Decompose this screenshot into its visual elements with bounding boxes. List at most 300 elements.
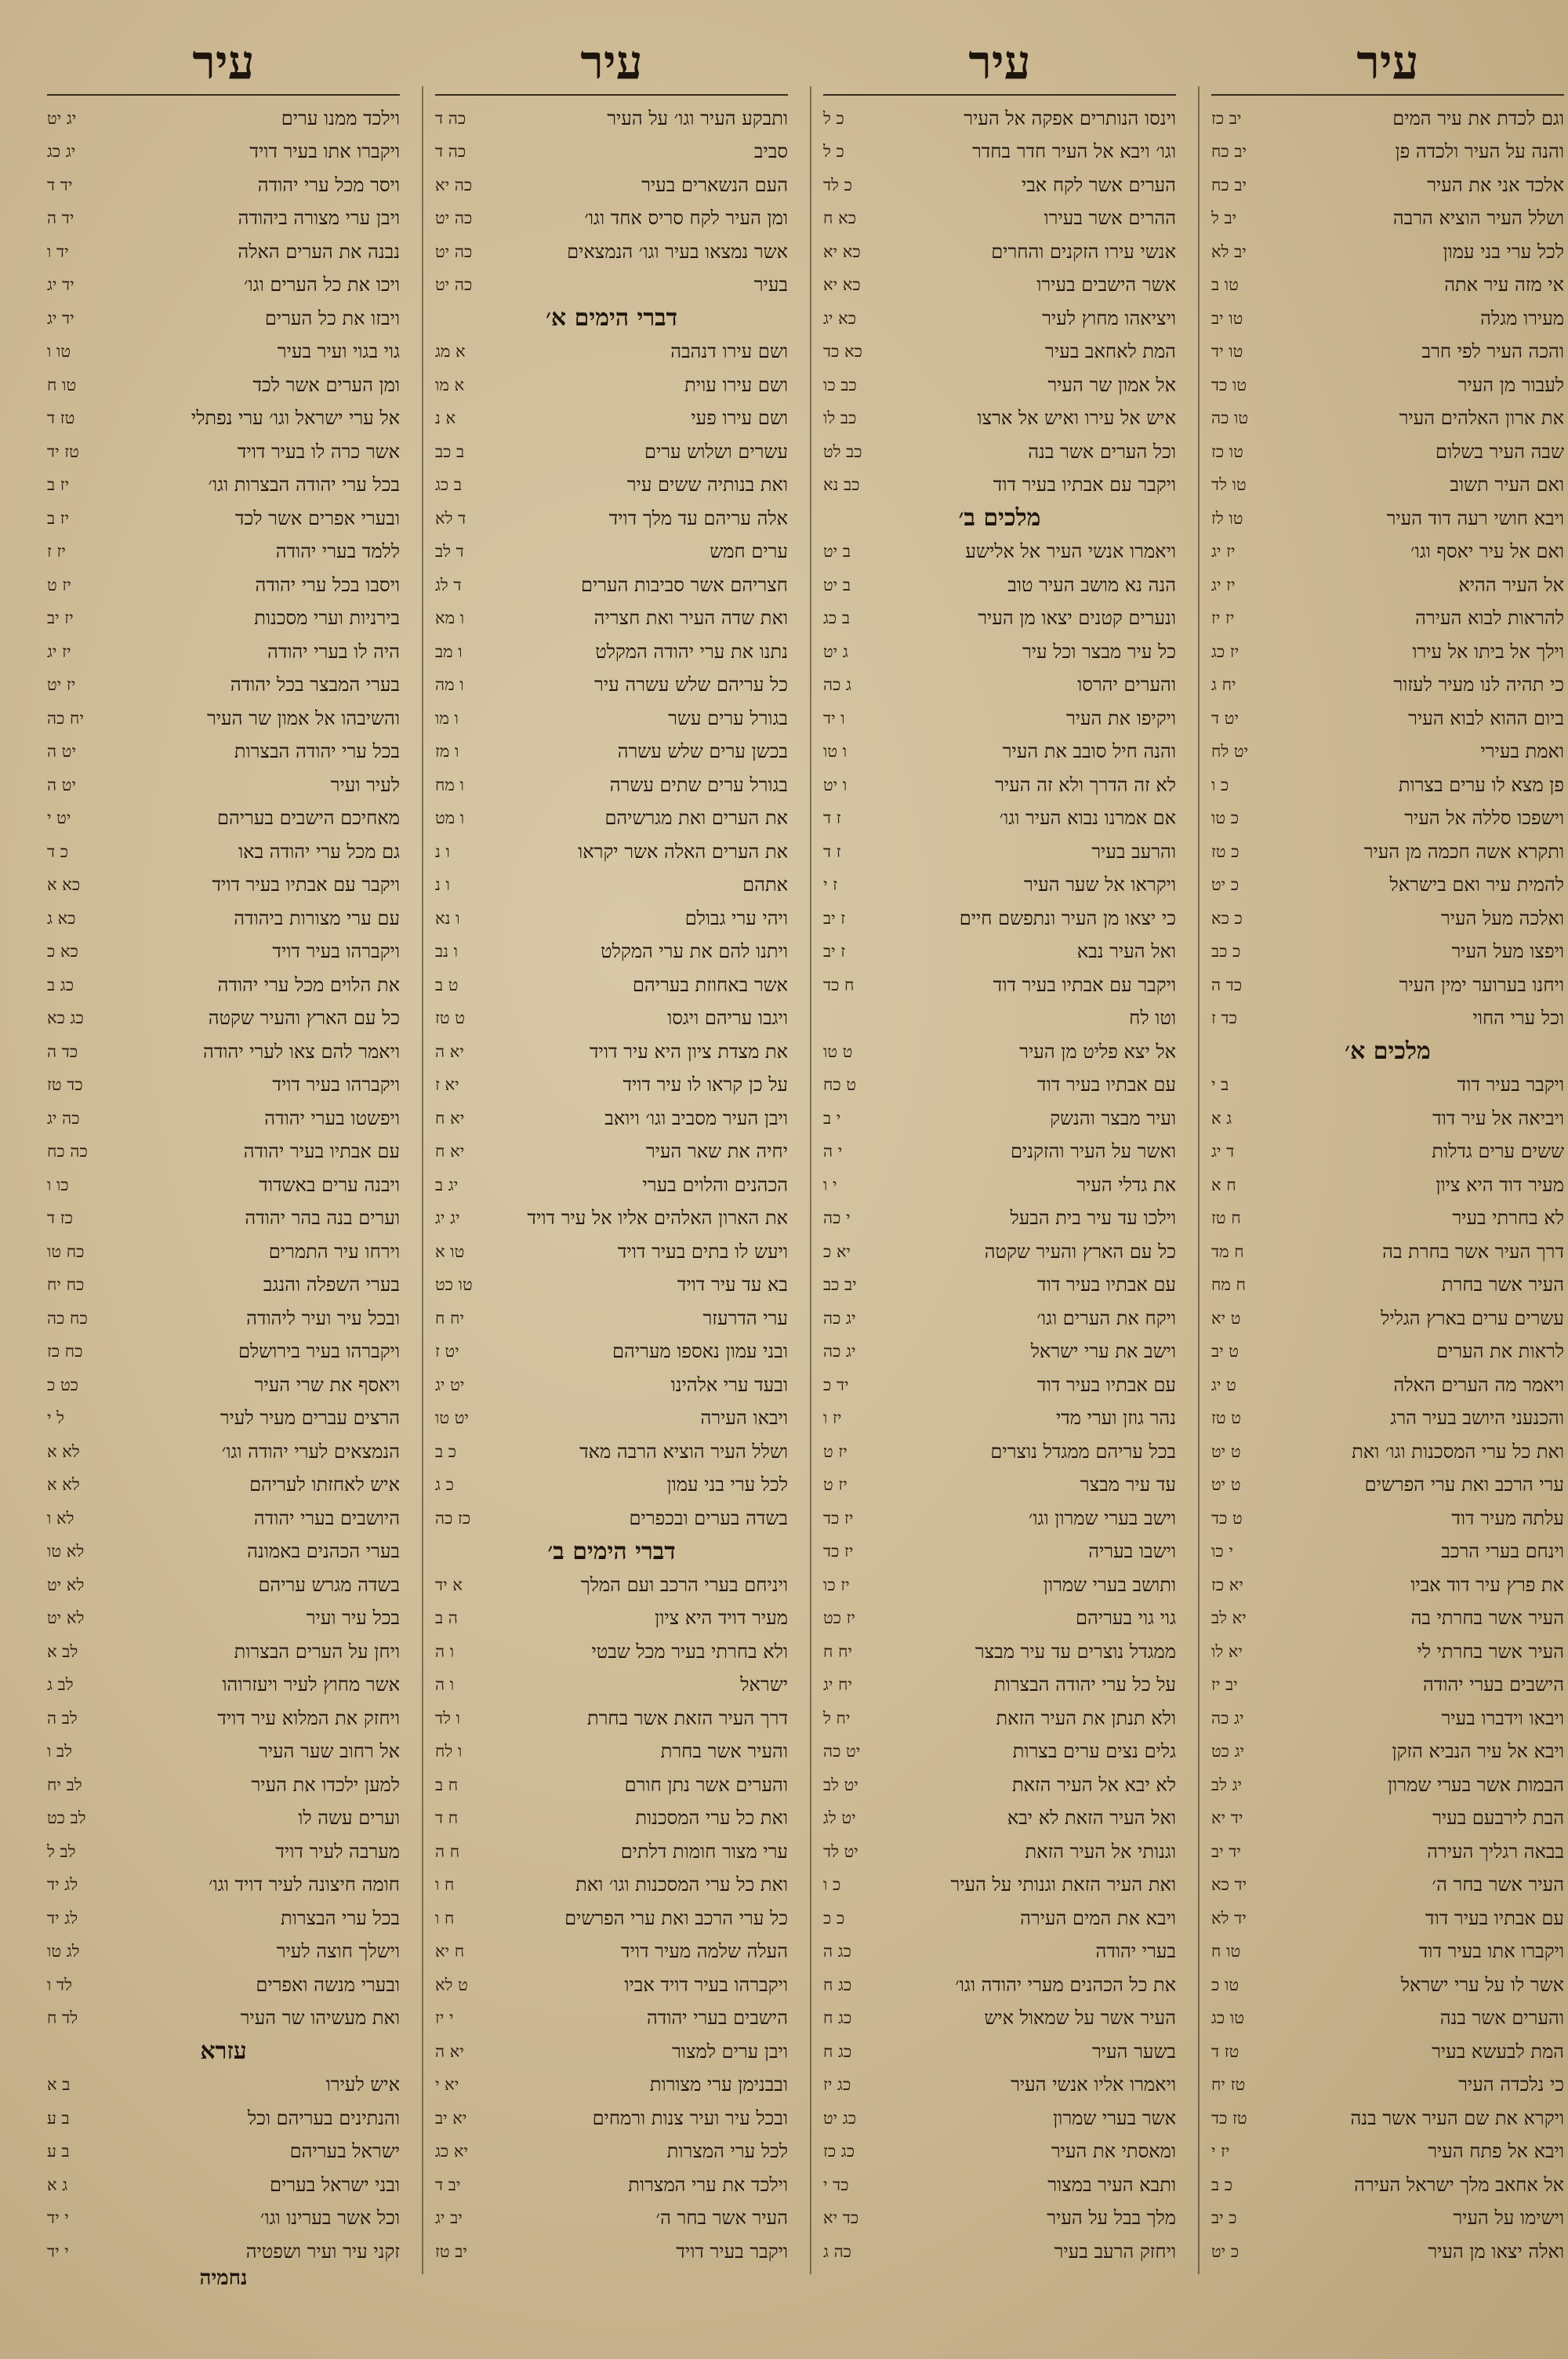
- verse-reference: ג כה: [823, 675, 851, 695]
- concordance-entry: [435, 2202, 788, 2236]
- concordance-entry: [435, 169, 788, 202]
- verse-reference: ח מח: [1211, 1275, 1246, 1295]
- verse-reference: ח א: [1211, 1175, 1236, 1194]
- book-heading: דברי הימים א׳: [545, 304, 678, 332]
- verse-reference: ב כג: [823, 609, 850, 628]
- entry-list: [435, 96, 788, 2269]
- verse-reference: כג יט: [823, 2108, 857, 2128]
- column-heading: עיר: [47, 31, 400, 96]
- entry-text: ושם עירו דנהבה: [670, 340, 788, 363]
- entry-text: הישבים בערי יהודה: [1423, 1674, 1564, 1696]
- verse-reference: יא כג: [435, 2142, 468, 2161]
- concordance-entry: [435, 1768, 788, 1802]
- entry-text: אל ערי ישראל וגו׳ ערי נפתלי: [191, 407, 400, 430]
- entry-text: להראות לבוא העירה: [1415, 607, 1564, 630]
- entry-text: את מצדת ציון היא עיר דויד: [590, 1040, 788, 1063]
- concordance-entry: [1211, 1802, 1564, 1836]
- verse-reference: יז ז: [47, 542, 66, 562]
- concordance-entry: [435, 2168, 788, 2202]
- entry-text: עשרים ערים בארץ הגליל: [1381, 1307, 1564, 1329]
- concordance-entry: [1211, 969, 1564, 1002]
- verse-reference: כ ו: [1211, 775, 1229, 794]
- concordance-entry: [1211, 1169, 1564, 1202]
- concordance-entry: [823, 1502, 1176, 1536]
- concordance-entry: [823, 1435, 1176, 1469]
- entry-text: ויבן ערי מצורה ביהודה: [238, 207, 400, 230]
- verse-reference: ו נב: [435, 942, 458, 961]
- entry-text: בכל עריהם ממגדל נוצרים: [990, 1440, 1176, 1463]
- concordance-entry: [823, 169, 1176, 202]
- concordance-entry: [47, 1002, 400, 1036]
- entry-text: ההרים אשר בעירו: [1044, 207, 1176, 230]
- verse-reference: כד טז: [47, 1075, 83, 1095]
- entry-text: חצריהם אשר סביבות הערים: [580, 573, 788, 596]
- column-heading: עיר: [435, 31, 788, 96]
- verse-reference: כח יח: [47, 1275, 85, 1295]
- verse-reference: יא כ: [823, 1241, 851, 1261]
- entry-text: עם ערי מצורות ביהודה: [234, 907, 400, 929]
- concordance-entry: [47, 1035, 400, 1069]
- verse-reference: יב כז: [1211, 108, 1242, 128]
- concordance-entry: [435, 702, 788, 736]
- entry-text: וכל אשר בערינו וגו׳: [260, 2207, 400, 2230]
- verse-reference: כ לד: [823, 175, 852, 194]
- entry-text: את הערים האלה אשר יקראו: [578, 840, 788, 863]
- concordance-entry: [823, 1736, 1176, 1769]
- verse-reference: טז ד: [47, 409, 75, 428]
- verse-reference: כא כ: [47, 942, 78, 961]
- verse-reference: טו יד: [1211, 342, 1243, 362]
- concordance-entry: [823, 1669, 1176, 1703]
- verse-reference: יט לב: [823, 1775, 858, 1794]
- concordance-entry: [47, 1902, 400, 1936]
- concordance-entry: [435, 969, 788, 1002]
- concordance-entry: [47, 102, 400, 136]
- entry-text: עם אבתיו בעיר יהודה: [243, 1140, 400, 1163]
- entry-text: כל עם הארץ והעיר שקטה: [984, 1240, 1176, 1263]
- concordance-entry: [823, 1602, 1176, 1636]
- verse-reference: טו כז: [1211, 442, 1243, 461]
- verse-reference: כד ה: [47, 1041, 78, 1061]
- verse-reference: ז יב: [823, 908, 846, 928]
- concordance-entry: [823, 835, 1176, 869]
- entry-text: ויסר מכל ערי יהודה: [257, 173, 400, 196]
- entry-text: בערי המבצר בכל יהודה: [230, 674, 400, 696]
- entry-text: ובני עמון נאספו מעריהם: [612, 1340, 788, 1363]
- verse-reference: ב ע: [47, 2142, 70, 2161]
- concordance-entry: [47, 1435, 400, 1469]
- concordance-entry: [823, 136, 1176, 169]
- entry-text: וישב את ערי ישראל: [1030, 1340, 1176, 1363]
- concordance-entry: [823, 902, 1176, 936]
- concordance-entry: [435, 1035, 788, 1069]
- verse-reference: יא יב: [435, 2108, 467, 2128]
- entry-text: בשדה מגרש עריהם: [258, 1573, 400, 1596]
- verse-reference: ט טז: [435, 1009, 465, 1028]
- concordance-entry: [823, 1536, 1176, 1569]
- entry-text: ערי מצור חומות דלתים: [620, 1840, 788, 1863]
- entry-text: וגנותי אל העיר הזאת: [1025, 1840, 1176, 1863]
- entry-text: בירניות וערי מסכנות: [254, 607, 400, 630]
- concordance-entry: [435, 336, 788, 369]
- entry-text: הכהנים והלוים בערי: [642, 1173, 788, 1196]
- entry-text: אל העיר ההיא: [1458, 573, 1564, 596]
- column-1: [1211, 31, 1564, 2353]
- concordance-entry: [47, 1102, 400, 1136]
- verse-reference: ח ה: [435, 1841, 460, 1861]
- concordance-entry: [47, 869, 400, 903]
- verse-reference: כה כח: [47, 1142, 88, 1161]
- concordance-entry: [435, 1869, 788, 1903]
- entry-text: את ארון האלהים העיר: [1399, 407, 1564, 430]
- concordance-entry: [823, 602, 1176, 636]
- entry-text: ויפצו מעל העיר: [1451, 940, 1564, 963]
- entry-text: ומאסתי את העיר: [1051, 2140, 1176, 2163]
- verse-reference: טו ו: [47, 342, 71, 362]
- concordance-entry: [435, 936, 788, 969]
- verse-reference: יח כה: [47, 708, 84, 728]
- verse-reference: לג יד: [47, 1908, 78, 1928]
- verse-reference: ז ד: [823, 841, 841, 861]
- concordance-entry: [1211, 435, 1564, 469]
- entry-text: העיר אשר על שמאול איש: [984, 2007, 1176, 2030]
- verse-reference: לד ח: [47, 2008, 78, 2028]
- concordance-entry: [435, 1568, 788, 1602]
- entry-text: ולא תנתן את העיר הזאת: [996, 1707, 1176, 1729]
- verse-reference: כ ל: [823, 142, 844, 162]
- concordance-entry: [47, 736, 400, 769]
- concordance-entry: [47, 669, 400, 703]
- concordance-entry: [1211, 402, 1564, 436]
- entry-text: אשר כרה לו בעיר דויד: [237, 440, 400, 463]
- entry-text: וילכו עד עיר בית הבעל: [1010, 1207, 1176, 1230]
- entry-text: ויבא אל פתח העיר: [1428, 2140, 1564, 2163]
- concordance-entry: [47, 1802, 400, 1836]
- verse-reference: כ כב: [1211, 942, 1241, 961]
- concordance-entry: [47, 1235, 400, 1269]
- entry-text: ויחנו בערוער ימין העיר: [1399, 973, 1564, 996]
- concordance-entry: [435, 1136, 788, 1169]
- verse-reference: יח ג: [1211, 675, 1236, 695]
- concordance-entry: [1211, 1869, 1564, 1903]
- concordance-entry: [47, 1869, 400, 1903]
- concordance-entry: [823, 1369, 1176, 1402]
- entry-text: ואם העיר תשוב: [1450, 474, 1564, 496]
- verse-reference: כה ג: [823, 2241, 851, 2261]
- concordance-entry: [1211, 736, 1564, 769]
- concordance-entry: [47, 336, 400, 369]
- verse-reference: יד ה: [47, 209, 74, 228]
- entry-text: בכל ערי יהודה הבצרות וגו׳: [208, 474, 400, 496]
- concordance-entry: [1211, 2235, 1564, 2269]
- concordance-entry: [1211, 1768, 1564, 1802]
- entry-text: ואלכה מעל העיר: [1440, 907, 1564, 929]
- concordance-entry: [823, 102, 1176, 136]
- concordance-entry: [47, 2002, 400, 2036]
- concordance-entry: [1211, 1502, 1564, 1536]
- concordance-entry: [1211, 835, 1564, 869]
- entry-text: והערים אשר בנה: [1439, 2007, 1564, 2030]
- entry-text: ואת העיר הזאת וגנותי על העיר: [950, 1874, 1176, 1896]
- verse-reference: כט כ: [47, 1375, 78, 1394]
- entry-text: וערים עשה לו: [298, 1807, 400, 1830]
- column-3: [435, 31, 788, 2353]
- entry-text: וגם לכדת את עיר המים: [1392, 107, 1564, 129]
- concordance-entry: [1211, 1602, 1564, 1636]
- verse-reference: לא טו: [47, 1542, 85, 1561]
- verse-reference: ג א: [47, 2175, 68, 2194]
- verse-reference: יט יג: [435, 1375, 465, 1394]
- verse-reference: יז ט: [47, 575, 71, 594]
- verse-reference: כה יט: [435, 209, 473, 228]
- entry-text: ויבאו העירה: [700, 1407, 788, 1430]
- verse-reference: טו כה: [1211, 409, 1249, 428]
- verse-reference: יז יט: [47, 675, 76, 695]
- entry-text: וילך אל ביתו אל עירו: [1412, 640, 1564, 663]
- entry-text: מאחיכם הישבים בעריהם: [216, 807, 400, 830]
- entry-text: אשר לו על ערי ישראל: [1400, 1973, 1564, 1996]
- verse-reference: ב י: [1211, 1075, 1229, 1095]
- concordance-entry: [1211, 1369, 1564, 1402]
- entry-text: ובבנימן ערי מצורות: [649, 2074, 788, 2096]
- concordance-entry: [823, 1768, 1176, 1802]
- concordance-entry: [435, 2002, 788, 2036]
- entry-text: הישבים בערי יהודה: [647, 2007, 788, 2030]
- verse-reference: כ ל: [823, 108, 844, 128]
- concordance-entry: [435, 602, 788, 636]
- entry-text: ובערי אפרים אשר לכד: [235, 507, 400, 529]
- concordance-entry: [823, 1269, 1176, 1303]
- concordance-entry: [1211, 1902, 1564, 1936]
- entry-text: ותקרא אשה חכמה מן העיר: [1363, 840, 1564, 863]
- entry-text: ויקרא את שם העיר אשר בנה: [1350, 2106, 1564, 2129]
- verse-reference: ד לג: [435, 575, 462, 594]
- entry-text: ויציאהו מחוץ לעיר: [1042, 307, 1176, 329]
- entry-text: ויקברהו בעיר בירושלם: [238, 1340, 400, 1363]
- verse-reference: יד ד: [47, 175, 73, 194]
- concordance-entry: [823, 2168, 1176, 2202]
- entry-text: ואשר על העיר והזקנים: [1010, 1140, 1176, 1163]
- entry-text: ונערים קטנים יצאו מן העיר: [978, 607, 1176, 630]
- verse-reference: יב יג: [435, 2208, 463, 2228]
- verse-reference: לב ו: [47, 1742, 72, 1761]
- concordance-entry: [435, 502, 788, 536]
- entry-text: עלתה מעיר דוד: [1451, 1507, 1564, 1529]
- verse-reference: ט יא: [1211, 1308, 1241, 1328]
- entry-text: את הערים ואת מגרשיהם: [604, 807, 788, 830]
- entry-text: ויבנה ערים באשדוד: [259, 1173, 400, 1196]
- entry-text: כל עם הארץ והעיר שקטה: [208, 1007, 400, 1030]
- concordance-entry: [823, 2002, 1176, 2036]
- concordance-entry: [1211, 136, 1564, 169]
- verse-reference: יא ז: [435, 1075, 459, 1095]
- verse-reference: ח ו: [435, 1908, 455, 1928]
- concordance-entry: [1211, 2168, 1564, 2202]
- verse-reference: יט י: [47, 809, 71, 828]
- column-2: [823, 31, 1176, 2353]
- concordance-entry: [435, 1502, 788, 1536]
- concordance-entry: [435, 669, 788, 703]
- concordance-entry: [435, 769, 788, 802]
- verse-reference: כב לו: [823, 409, 857, 428]
- verse-reference: יט ה: [47, 775, 76, 794]
- entry-text: בגורל ערים עשר: [668, 707, 788, 729]
- concordance-entry: [435, 2069, 788, 2103]
- entry-text: אל אחאב מלך ישראל העירה: [1354, 2173, 1564, 2196]
- entry-text: ומן הערים אשר לכד: [252, 373, 400, 396]
- entry-list: [823, 96, 1176, 2269]
- verse-reference: ט כד: [1211, 1508, 1243, 1528]
- concordance-entry: [435, 1835, 788, 1869]
- verse-reference: ז י: [823, 875, 838, 895]
- entry-text: מלך בבל על העיר: [1047, 2207, 1176, 2230]
- verse-reference: יד כא: [1211, 1875, 1247, 1895]
- concordance-entry: [1211, 1669, 1564, 1703]
- verse-reference: ח ד: [435, 1808, 459, 1828]
- verse-reference: ו טו: [823, 742, 848, 761]
- verse-reference: טו לד: [1211, 475, 1247, 495]
- entry-text: וישלך חוצה לעיר: [276, 1940, 400, 1963]
- concordance-entry: [1211, 536, 1564, 569]
- verse-reference: ו מו: [435, 708, 459, 728]
- concordance-entry: [47, 369, 400, 402]
- verse-reference: כ כא: [1211, 908, 1243, 928]
- verse-reference: כג ב: [47, 975, 74, 994]
- verse-reference: י יד: [47, 2208, 69, 2228]
- verse-reference: כג כז: [823, 2142, 855, 2161]
- concordance-entry: [435, 1936, 788, 1969]
- verse-reference: יז י: [1211, 2142, 1230, 2161]
- concordance-entry: [1211, 1069, 1564, 1103]
- entry-text: סביב: [753, 140, 788, 163]
- entry-text: מעירו מגלה: [1480, 307, 1564, 329]
- entry-text: עם אבתיו בעיר דוד: [1037, 1274, 1176, 1296]
- verse-reference: יג כה: [823, 1342, 856, 1361]
- verse-reference: א יד: [435, 1575, 463, 1594]
- concordance-entry: [435, 1336, 788, 1369]
- concordance-entry: [47, 2168, 400, 2202]
- verse-reference: יא לו: [1211, 1641, 1243, 1661]
- entry-text: הבת לירבעם בעיר: [1432, 1807, 1564, 1830]
- verse-reference: יב טז: [435, 2241, 467, 2261]
- verse-reference: יט לג: [823, 1808, 856, 1828]
- verse-reference: יד לא: [1211, 1908, 1247, 1928]
- verse-reference: ו מח: [435, 775, 464, 794]
- concordance-entry: [435, 1968, 788, 2002]
- entry-text: ויחזק הרעב בעיר: [1054, 2240, 1176, 2263]
- concordance-entry: [1211, 669, 1564, 703]
- concordance-entry: [47, 1702, 400, 1736]
- verse-reference: ד יג: [1211, 1142, 1235, 1161]
- entry-text: וישב בערי שמרון וגו׳: [1028, 1507, 1176, 1529]
- concordance-entry: [47, 1602, 400, 1636]
- verse-reference: יב כח: [1211, 175, 1247, 194]
- concordance-entry: [823, 736, 1176, 769]
- verse-reference: ב יט: [823, 575, 851, 594]
- verse-reference: יא ה: [435, 2041, 464, 2061]
- concordance-entry: [823, 202, 1176, 236]
- verse-reference: ב א: [47, 2075, 71, 2095]
- concordance-entry: [435, 2102, 788, 2135]
- verse-reference: ו מה: [435, 675, 464, 695]
- verse-reference: יט לח: [1211, 742, 1249, 761]
- entry-text: וישבו בעריה: [1088, 1540, 1176, 1563]
- verse-reference: ב ע: [47, 2108, 70, 2128]
- concordance-entry: [1211, 1435, 1564, 1469]
- entry-text: עם אבתיו בעיר דוד: [1037, 1074, 1176, 1096]
- entry-text: עם אבתיו בעיר דוד: [1037, 1373, 1176, 1396]
- entry-text: כי תהיה לנו מעיר לעזור: [1393, 674, 1564, 696]
- entry-text: נבנה את הערים האלה: [238, 240, 400, 263]
- verse-reference: יט טו: [435, 1408, 469, 1428]
- verse-reference: כ ג: [435, 1475, 454, 1495]
- verse-reference: יד כ: [823, 1375, 849, 1394]
- entry-text: איש לאחזתו לעריהם: [249, 1474, 400, 1496]
- verse-reference: כה יא: [435, 175, 473, 194]
- verse-reference: כב נא: [823, 475, 860, 495]
- entry-text: ויבאו וידברו בעיר: [1441, 1707, 1564, 1729]
- verse-reference: יז כו: [823, 1575, 850, 1594]
- entry-list: [47, 96, 400, 2269]
- concordance-entry: [47, 502, 400, 536]
- concordance-entry: [435, 2135, 788, 2169]
- entry-text: בערי יהודה: [1095, 1940, 1176, 1963]
- book-heading: דברי הימים ב׳: [547, 1537, 676, 1565]
- entry-text: וילכד ממנו ערים: [281, 107, 400, 129]
- entry-text: מעיר דויד היא ציון: [655, 1607, 788, 1630]
- entry-text: ולא בחרתי בעיר מכל שבטי: [591, 1640, 788, 1663]
- entry-text: הרצים עברים מעיר לעיר: [220, 1407, 400, 1430]
- verse-reference: ט יג: [1211, 1375, 1236, 1394]
- verse-reference: יג כה: [1211, 1708, 1244, 1728]
- verse-reference: טז ד: [1211, 2041, 1240, 2061]
- entry-text: בערי השפלה והנגב: [263, 1274, 400, 1296]
- entry-text: ושלל העיר הוציא הרבה מאד: [579, 1440, 788, 1463]
- verse-reference: יד יג: [47, 275, 74, 295]
- concordance-entry: [823, 1169, 1176, 1202]
- concordance-entry: [435, 1802, 788, 1836]
- concordance-entry: [1211, 1635, 1564, 1669]
- verse-reference: ט יט: [1211, 1475, 1241, 1495]
- verse-reference: טו כג: [1211, 2008, 1244, 2028]
- concordance-entry: [1211, 1736, 1564, 1769]
- entry-text: והשיבהו אל אמון שר העיר: [206, 707, 400, 729]
- concordance-entry: [1211, 602, 1564, 636]
- concordance-entry: [47, 402, 400, 436]
- entry-text: יחיה את שאר העיר: [645, 1140, 788, 1163]
- column-divider: [1198, 86, 1200, 2274]
- verse-reference: ו מא: [435, 609, 465, 628]
- entry-text: את הארון האלהים אליו אל עיר דויד: [527, 1207, 788, 1230]
- concordance-entry: [1211, 269, 1564, 303]
- entry-text: ערי הדרעזר: [702, 1307, 788, 1329]
- entry-text: העיר אשר בחר ה׳: [1432, 1874, 1564, 1896]
- verse-reference: ח ב: [435, 1775, 459, 1794]
- verse-reference: ח מד: [1211, 1241, 1244, 1261]
- concordance-entry: [47, 469, 400, 503]
- entry-text: פן מצא לו ערים בצרות: [1398, 773, 1564, 796]
- entry-text: כל עיר מבצר וכל עיר: [1022, 640, 1176, 663]
- verse-reference: כא ג: [47, 908, 76, 928]
- entry-text: ואת בנותיה ששים עיר: [626, 474, 788, 496]
- entry-text: גוי בגוי ועיר בעיר: [277, 340, 400, 363]
- concordance-entry: [47, 835, 400, 869]
- concordance-entry: [1211, 869, 1564, 903]
- concordance-entry: [823, 1635, 1176, 1669]
- entry-text: ישראל: [740, 1674, 788, 1696]
- entry-text: ויאמר מה הערים האלה: [1393, 1373, 1564, 1396]
- verse-reference: כו ו: [47, 1175, 69, 1194]
